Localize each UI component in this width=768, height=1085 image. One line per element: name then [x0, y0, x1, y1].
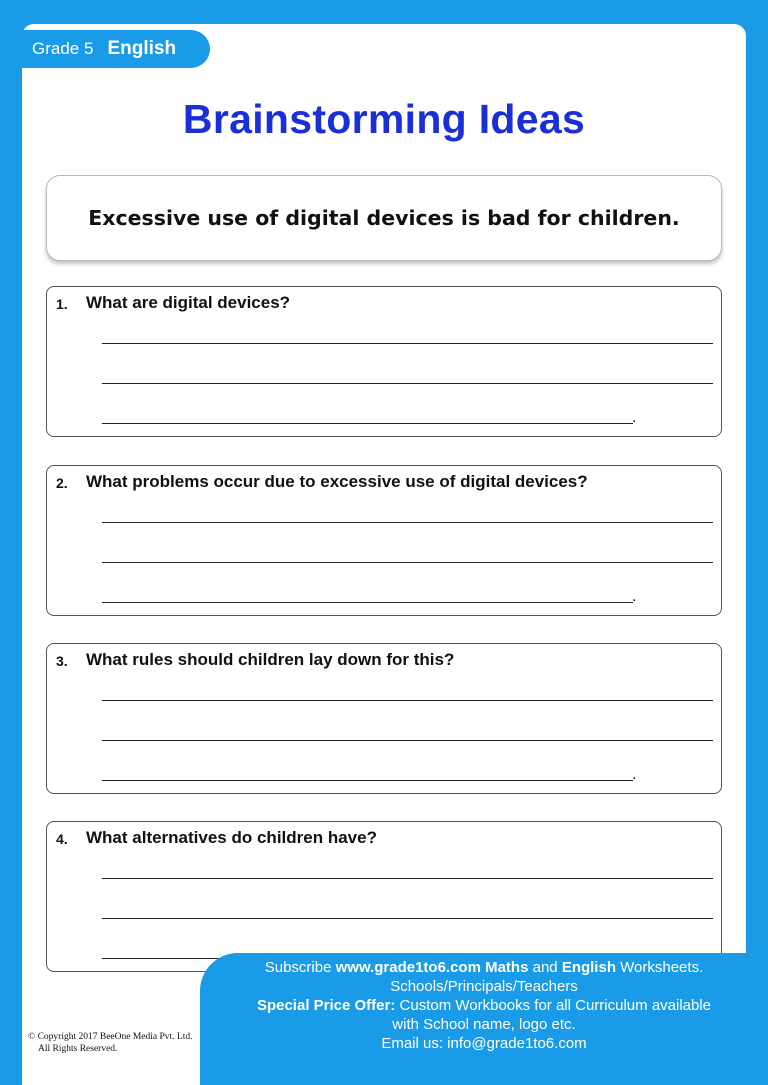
question-box-1 — [46, 286, 722, 437]
offer-text: Custom Workbooks for all Curriculum available — [395, 997, 712, 1014]
answer-line[interactable] — [102, 918, 713, 919]
copyright-line-2: All Rights Reserved. — [38, 1044, 118, 1054]
and-text: and — [528, 959, 562, 976]
subject-label: English — [107, 38, 177, 59]
answer-line[interactable] — [102, 383, 713, 384]
line-end-period: . — [632, 409, 637, 426]
footer-promo — [222, 958, 746, 1053]
answer-line[interactable] — [102, 878, 713, 879]
topic-box — [46, 175, 722, 261]
question-box-2 — [46, 465, 722, 616]
answer-line[interactable] — [102, 522, 713, 523]
page-title: Brainstorming Ideas — [182, 96, 586, 142]
grade-label: Grade 5 — [32, 39, 94, 58]
answer-line[interactable] — [102, 700, 713, 701]
english-label: English — [561, 959, 616, 976]
question-box-4 — [46, 821, 722, 972]
site-link[interactable]: www.grade1to6.com — [335, 959, 481, 976]
offer-label: Special Price Offer: — [256, 997, 396, 1014]
subscribe-prefix: Subscribe — [264, 959, 336, 976]
question-number: 3. — [56, 653, 68, 669]
question-text: What are digital devices? — [86, 293, 291, 312]
worksheets-text: Worksheets. — [615, 959, 704, 976]
offer-line-2: with School name, logo etc. — [392, 1016, 576, 1033]
grade-subject-tag — [22, 30, 210, 68]
question-box-3 — [46, 643, 722, 794]
answer-line[interactable] — [102, 740, 713, 741]
maths-label: Maths — [485, 959, 529, 976]
worksheet-page — [22, 24, 746, 1085]
copyright-line-1: © Copyright 2017 BeeOne Media Pvt. Ltd. — [28, 1032, 193, 1042]
question-number: 1. — [56, 296, 68, 312]
copyright-notice — [28, 1031, 218, 1055]
offer-line — [222, 996, 746, 1015]
question-number: 4. — [56, 831, 68, 847]
question-text: What problems occur due to excessive use of digital devices? — [86, 472, 588, 491]
email-line[interactable]: Email us: info@grade1to6.com — [381, 1035, 587, 1052]
answer-line[interactable] — [102, 343, 713, 344]
line-end-period: . — [632, 766, 637, 783]
question-text: What alternatives do children have? — [86, 828, 377, 847]
line-end-period: . — [632, 588, 637, 605]
subscribe-line — [222, 958, 746, 977]
audience-line: Schools/Principals/Teachers — [390, 978, 578, 995]
question-number: 2. — [56, 475, 68, 491]
question-text: What rules should children lay down for this? — [86, 650, 455, 669]
answer-line[interactable] — [102, 562, 713, 563]
topic-text: Excessive use of digital devices is bad for children. — [88, 206, 680, 230]
answer-line[interactable] — [102, 602, 633, 603]
answer-line[interactable] — [102, 423, 633, 424]
answer-line[interactable] — [102, 780, 633, 781]
